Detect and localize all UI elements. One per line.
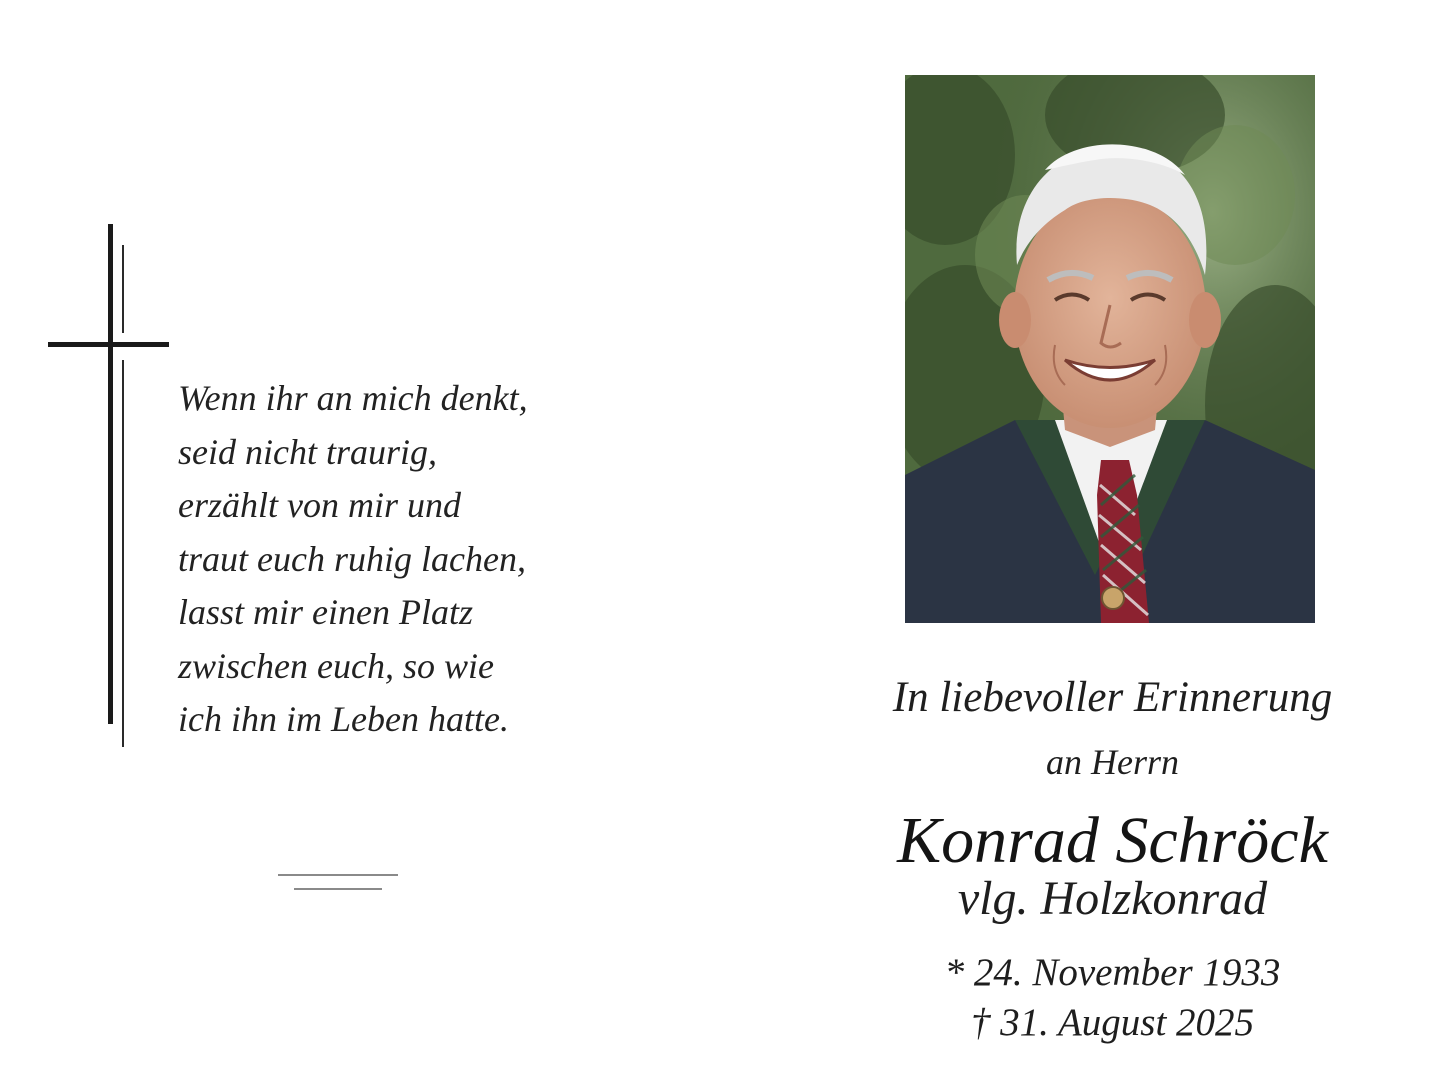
portrait-illustration	[905, 75, 1315, 623]
divider-line-short	[294, 888, 382, 890]
memorial-intro: In liebevoller Erinnerung	[892, 674, 1333, 721]
poem-line: erzählt von mir und	[178, 485, 461, 525]
poem-line: traut euch ruhig lachen,	[178, 538, 526, 579]
memorial-text-block	[840, 668, 1385, 1048]
deceased-name: Konrad Schröck	[897, 804, 1328, 877]
poem-line: seid nicht traurig,	[178, 431, 437, 472]
cross-symbol	[0, 0, 200, 800]
cross-thin-line-bottom	[122, 360, 124, 747]
memorial-poem	[178, 372, 618, 747]
poem-line: ich ihn im Leben hatte.	[178, 699, 509, 739]
portrait-photo	[905, 75, 1315, 623]
cross-thin-line-top	[122, 245, 124, 333]
poem-line: Wenn ihr an mich denkt,	[178, 378, 528, 418]
cross-horizontal-bar	[48, 342, 169, 347]
deceased-nickname: vlg. Holzkonrad	[957, 872, 1268, 925]
death-date: † 31. August 2025	[970, 1001, 1255, 1044]
poem-line: lasst mir einen Platz	[178, 592, 473, 632]
poem-line: zwischen euch, so wie	[178, 645, 494, 686]
cross-vertical-bar	[108, 224, 113, 724]
birth-date: * 24. November 1933	[944, 951, 1281, 994]
divider-line-long	[278, 874, 398, 876]
memorial-salutation: an Herrn	[1046, 742, 1179, 782]
